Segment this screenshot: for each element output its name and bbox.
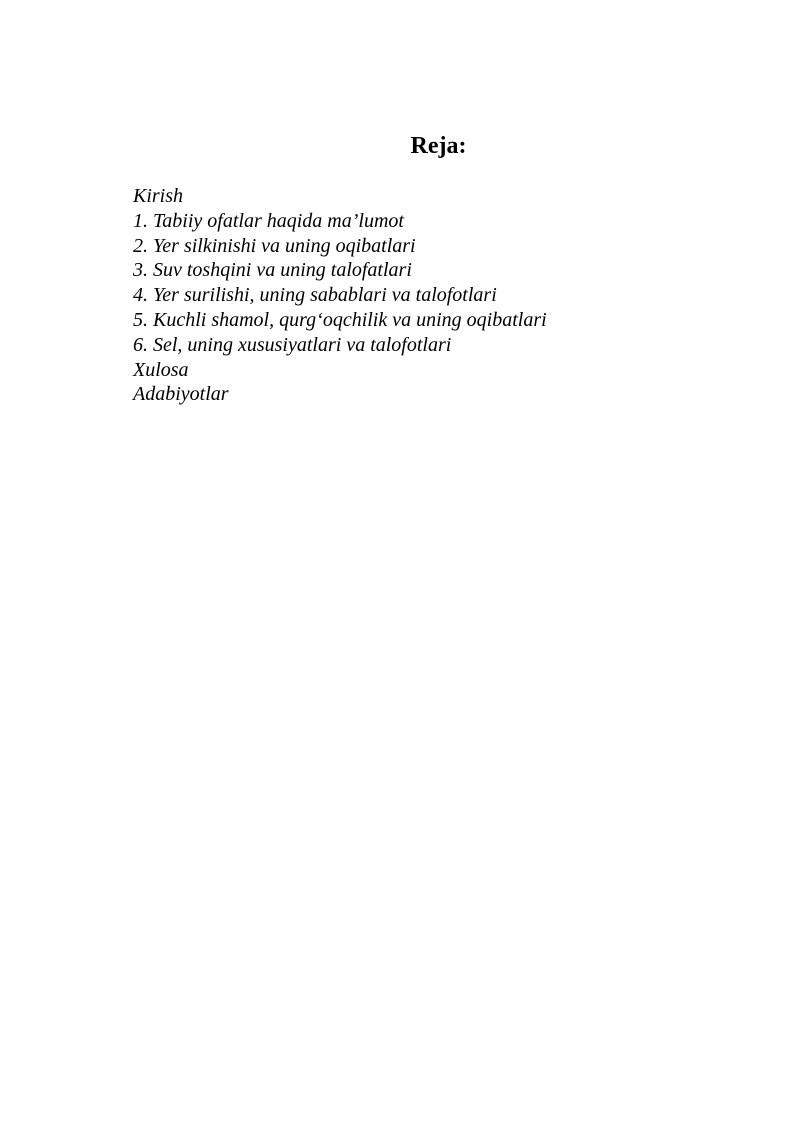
plan-list	[133, 184, 547, 407]
plan-item-3: 3. Suv toshqini va uning talofatlari	[133, 259, 412, 282]
plan-item-5: 5. Kuchli shamol, qurg‘oqchilik va uning oqibatlari	[133, 308, 547, 331]
plan-item-6: 6. Sel, uning xususiyatlari va talofotlari	[133, 333, 452, 356]
plan-item-4: 4. Yer surilishi, uning sabablari va talofotlari	[133, 284, 497, 307]
page-title: Reja:	[410, 133, 467, 159]
plan-item-introduction: Kirish	[133, 185, 184, 207]
plan-item-references: Adabiyotlar	[133, 383, 229, 406]
plan-item-1: 1. Tabiiy ofatlar haqida ma’lumot	[133, 209, 404, 232]
plan-item-conclusion: Xulosa	[133, 358, 189, 381]
plan-item-2: 2. Yer silkinishi va uning oqibatlari	[133, 234, 416, 257]
